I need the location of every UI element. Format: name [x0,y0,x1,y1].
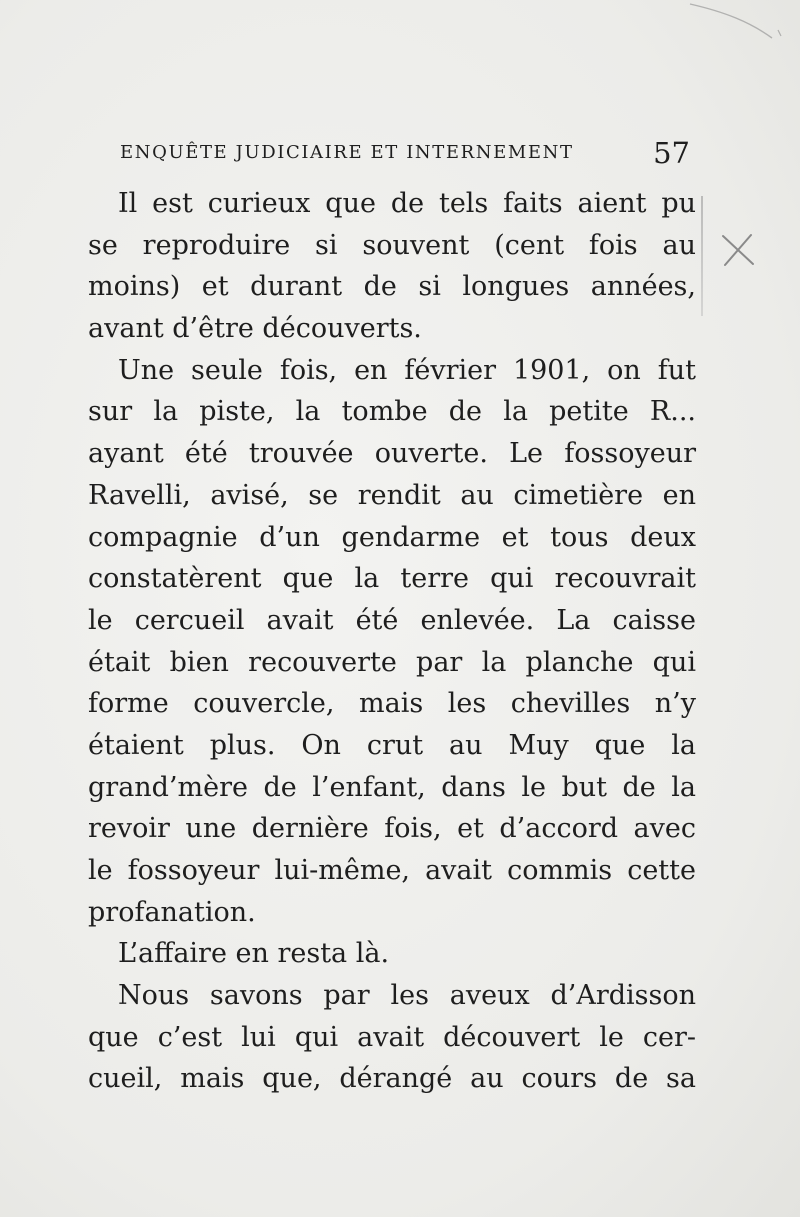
text-line: grand’mère de l’enfant, dans le but de la [88,771,696,803]
text-line: avant d’être découverts. [88,313,422,345]
text-line: constatèrent que la terre qui recouvrait [88,563,696,595]
text-line: Une seule fois, en février 1901, on fut [118,354,696,386]
text-line: forme couvercle, mais les chevilles n’y [88,688,696,720]
text-line: moins) et durant de si longues années, [88,271,696,303]
text-line: étaient plus. On crut au Muy que la [88,729,696,761]
text-line: ayant été trouvée ouverte. Le fossoyeur [88,438,696,470]
text-line: le cercueil avait été enlevée. La caisse [88,604,696,636]
text-line: était bien recouverte par la planche qui [88,646,696,678]
pencil-margin-line [701,196,703,316]
text-line: compagnie d’un gendarme et tous deux [88,521,696,553]
text-line: Il est curieux que de tels faits aient pu [118,188,696,219]
text-line: Ravelli, avisé, se rendit au cimetière en [88,479,696,511]
page-header [120,138,690,172]
page-number: 57 [653,136,690,170]
text-line: sur la piste, la tombe de la petite R... [88,396,696,428]
text-line: revoir une dernière fois, et d’accord avec [88,813,696,845]
text-line: profanation. [88,896,256,928]
pencil-stroke-corner [650,0,800,60]
text-line: le fossoyeur lui-même, avait commis cette [88,855,696,886]
text-line: se reproduire si souvent (cent fois au [88,229,696,261]
text-line: L’affaire en resta là. [118,938,390,970]
handwritten-x-icon [717,230,759,270]
body-text [88,183,696,1100]
text-line: Nous savons par les aveux d’Ardisson [118,980,696,1012]
running-head: ENQUÊTE JUDICIAIRE ET INTERNEMENT [120,142,574,163]
text-line: cueil, mais que, dérangé au cours de sa [88,1063,696,1095]
text-line: que c’est lui qui avait découvert le cer- [88,1021,696,1053]
